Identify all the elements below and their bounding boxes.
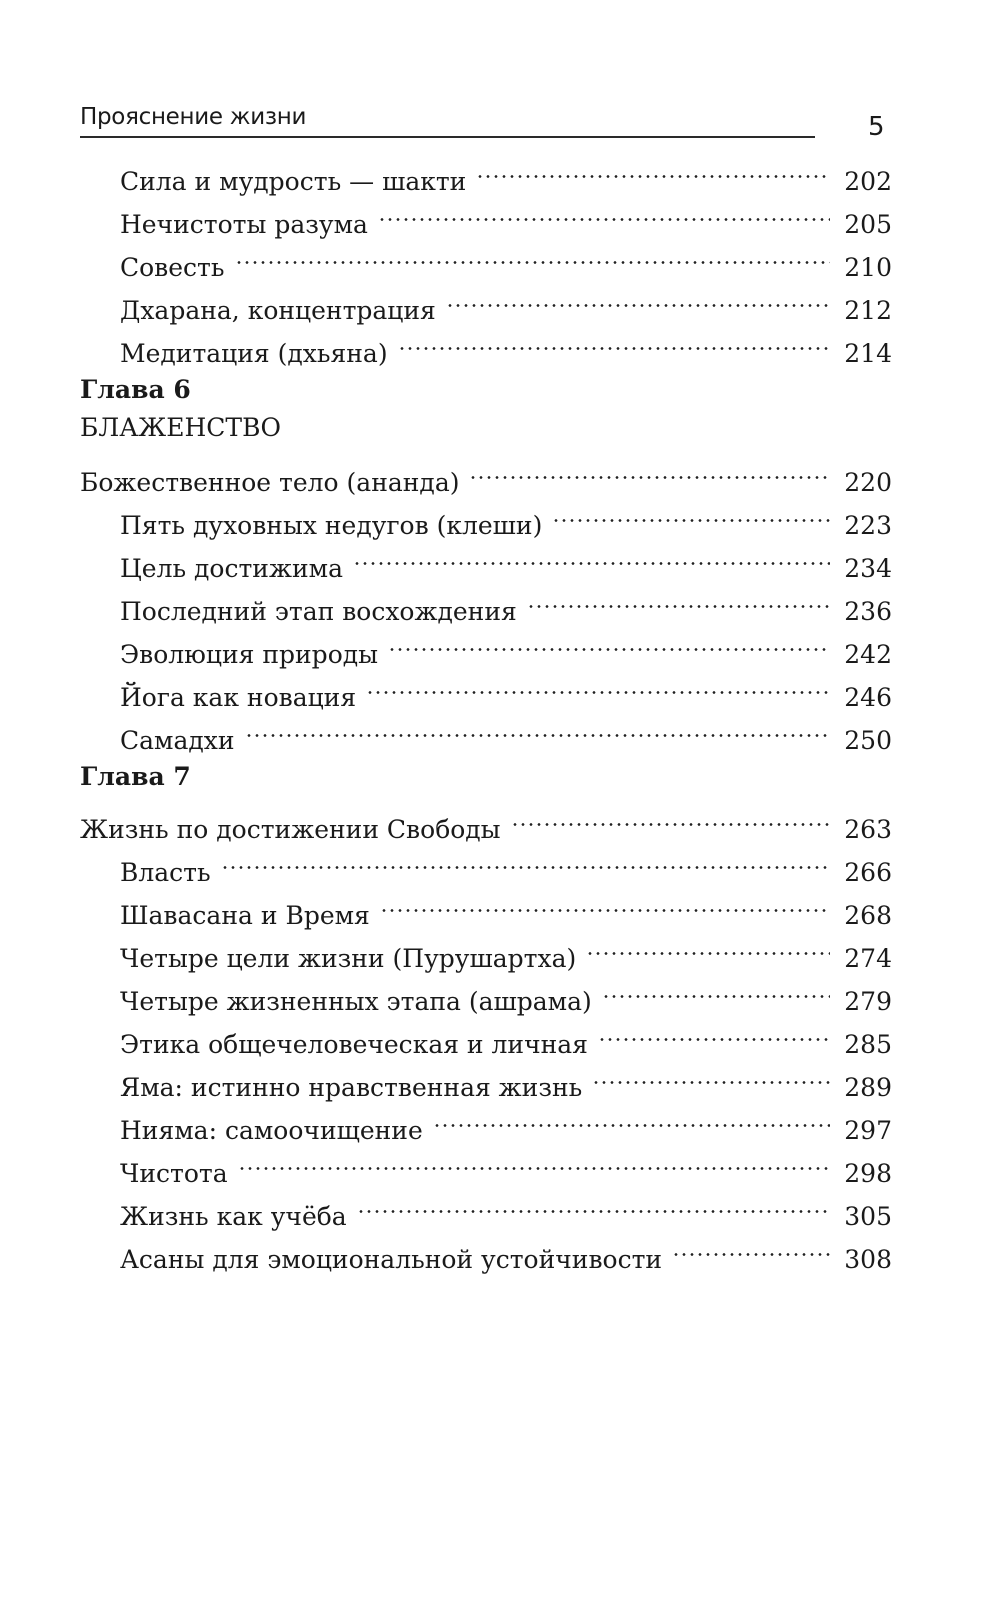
toc-section — [80, 372, 892, 755]
toc-entry-title: Яма: истинно нравственная жизнь — [120, 1073, 583, 1102]
dot-leader — [238, 1139, 830, 1182]
toc-entry — [80, 448, 892, 497]
toc-entry-title: Божественное тело (ананда) — [80, 468, 460, 497]
dot-leader — [598, 1010, 830, 1053]
toc-entry-title: Чистота — [120, 1159, 228, 1188]
toc-entry-page: 242 — [844, 640, 892, 669]
toc-entry-title: Пять духовных недугов (клеши) — [120, 511, 543, 540]
dot-leader — [433, 1096, 830, 1139]
toc-entry-title: Цель достижима — [120, 554, 343, 583]
toc-entry-title: Совесть — [120, 253, 225, 282]
toc-entry-title: Эволюция природы — [120, 640, 379, 669]
toc-entry-page: 274 — [844, 944, 892, 973]
toc-entry-title: Последний этап восхождения — [120, 597, 517, 626]
dot-leader — [592, 1053, 830, 1096]
toc-entry-title: Сила и мудрость — шакти — [120, 167, 467, 196]
chapter-name: БЛАЖЕНСТВО — [80, 413, 281, 442]
dot-leader — [366, 663, 830, 706]
toc-entry-page: 279 — [844, 987, 892, 1016]
toc-entry — [80, 795, 892, 844]
toc-entry-page: 263 — [844, 815, 892, 844]
toc-entry-title: Асаны для эмоциональной устойчивости — [120, 1245, 663, 1274]
toc-entry-page: 234 — [844, 554, 892, 583]
table-of-contents — [80, 147, 892, 1278]
dot-leader — [446, 276, 830, 319]
dot-leader — [388, 620, 830, 663]
toc-entry-page: 210 — [844, 253, 892, 282]
toc-entry-page: 246 — [844, 683, 892, 712]
toc-entry-page: 305 — [844, 1202, 892, 1231]
toc-entry-page: 298 — [844, 1159, 892, 1188]
toc-entry-title: Медитация (дхьяна) — [120, 339, 388, 368]
toc-entry-page: 212 — [844, 296, 892, 325]
toc-entry-title: Этика общечеловеческая и личная — [120, 1030, 588, 1059]
toc-entry-title: Власть — [120, 858, 211, 887]
toc-section — [80, 147, 892, 368]
toc-entry-page: 214 — [844, 339, 892, 368]
toc-entry-page: 297 — [844, 1116, 892, 1145]
toc-entry-page: 266 — [844, 858, 892, 887]
dot-leader — [469, 448, 830, 491]
toc-entry-title: Нияма: самоочищение — [120, 1116, 423, 1145]
page-number: 5 — [868, 112, 885, 142]
toc-entry-title: Нечистоты разума — [120, 210, 368, 239]
toc-entry-title: Жизнь по достижении Свободы — [80, 815, 501, 844]
dot-leader — [380, 881, 830, 924]
toc-entry-title: Шавасана и Время — [120, 901, 370, 930]
dot-leader — [235, 233, 831, 276]
toc-entry-page: 220 — [844, 468, 892, 497]
dot-leader — [245, 706, 830, 749]
dot-leader — [221, 838, 830, 881]
toc-entry-page: 223 — [844, 511, 892, 540]
toc-entry-page: 285 — [844, 1030, 892, 1059]
dot-leader — [353, 534, 830, 577]
dot-leader — [511, 795, 830, 838]
toc-entry-title: Самадхи — [120, 726, 235, 755]
dot-leader — [476, 147, 830, 190]
toc-entry — [80, 147, 892, 196]
dot-leader — [586, 924, 830, 967]
toc-section — [80, 759, 892, 1274]
toc-entry-page: 202 — [844, 167, 892, 196]
running-title: Прояснение жизни — [80, 104, 307, 130]
toc-entry-title: Дхарана, концентрация — [120, 296, 436, 325]
dot-leader — [378, 190, 830, 233]
toc-entry-page: 268 — [844, 901, 892, 930]
running-head — [80, 100, 815, 138]
dot-leader — [357, 1182, 830, 1225]
dot-leader — [672, 1225, 830, 1268]
toc-entry-page: 308 — [844, 1245, 892, 1274]
toc-entry-title: Четыре цели жизни (Пурушартха) — [120, 944, 577, 973]
toc-entry-page: 236 — [844, 597, 892, 626]
dot-leader — [602, 967, 830, 1010]
dot-leader — [552, 491, 830, 534]
chapter-label: Глава 6 — [80, 375, 191, 404]
toc-entry-page: 289 — [844, 1073, 892, 1102]
chapter-label: Глава 7 — [80, 762, 191, 791]
toc-entry-page: 250 — [844, 726, 892, 755]
toc-entry-title: Йога как новация — [120, 683, 357, 712]
toc-entry-page: 205 — [844, 210, 892, 239]
toc-entry-title: Жизнь как учёба — [120, 1202, 347, 1231]
dot-leader — [527, 577, 830, 620]
dot-leader — [398, 319, 830, 362]
toc-entry-title: Четыре жизненных этапа (ашрама) — [120, 987, 592, 1016]
